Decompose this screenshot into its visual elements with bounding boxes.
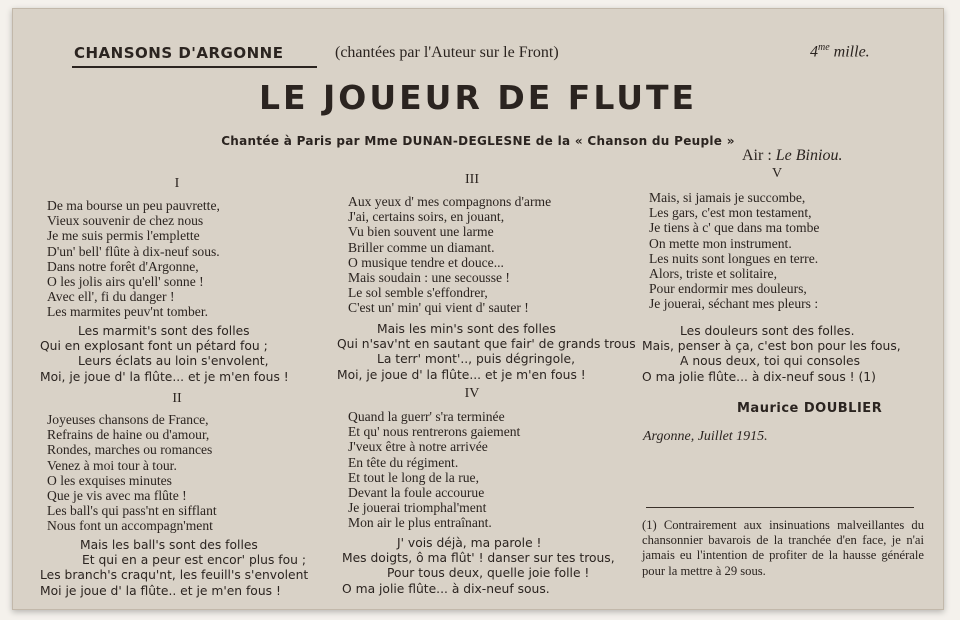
- verse-line: O les jolis airs qu'ell' sonne !: [47, 274, 204, 290]
- verse-line: Je jouerai, séchant mes pleurs :: [649, 296, 819, 312]
- verse-line: Mais, si jamais je succombe,: [649, 190, 806, 205]
- song-title: LE JOUEUR DE FLUTE: [258, 78, 698, 117]
- series-underline: [72, 66, 317, 68]
- air-line: [742, 147, 842, 165]
- verse-line: Rondes, marches ou romances: [47, 442, 213, 458]
- stanza-verse: [348, 409, 520, 531]
- chorus-line: Les branch's craqu'nt, les feuill's s'envolent: [40, 568, 309, 583]
- verse-line: J'veux être à notre arrivée: [348, 439, 488, 455]
- chorus-line: Moi je joue d' la flûte.. et je m'en fous !: [40, 583, 281, 598]
- chorus-line: Les douleurs sont des folles.: [680, 324, 855, 338]
- chorus-line: Qui en explosant font un pétard fou ;: [40, 339, 268, 354]
- stanza-number: I: [174, 176, 180, 191]
- verse-line: Et tout le long de la rue,: [348, 469, 479, 485]
- verse-line: Vieux souvenir de chez nous: [47, 213, 204, 229]
- verse-line: Les nuits sont longues en terre.: [649, 250, 819, 266]
- verse-line: O musique tendre et douce...: [348, 254, 504, 270]
- footnote-rule: [646, 507, 914, 508]
- verse-line: D'un' bell' flûte à dix-neuf sous.: [47, 243, 220, 259]
- verse-line: Briller comme un diamant.: [348, 239, 495, 255]
- verse-line: Et qu' nous rentrerons gaiement: [348, 424, 521, 440]
- series-subtitle: (chantées par l'Auteur sur le Front): [335, 44, 559, 61]
- print-run-word: mille.: [829, 43, 870, 61]
- stanza-number: II: [172, 391, 182, 406]
- verse-line: En tête du régiment.: [348, 454, 459, 470]
- stanza-verse: [649, 190, 819, 312]
- verse-line: C'est un' min' qui vient d' sauter !: [348, 300, 529, 316]
- verse-line: Pour endormir mes douleurs,: [649, 281, 807, 297]
- verse-line: Je me suis permis l'emplette: [47, 228, 200, 244]
- chorus-line: A nous deux, toi qui consoles: [680, 354, 860, 369]
- verse-line: J'ai, certains soirs, en jouant,: [348, 209, 505, 225]
- chorus-line: O ma jolie flûte... à dix-neuf sous ! (1): [642, 369, 876, 384]
- chorus-line: Mes doigts, ô ma flût' ! danser sur tes trous,: [342, 551, 615, 566]
- verse-line: Dans notre forêt d'Argonne,: [47, 258, 199, 274]
- print-run: [810, 42, 870, 61]
- chorus-line: Moi, je joue d' la flûte... et je m'en fous !: [40, 369, 289, 384]
- chorus-line: Pour tous deux, quelle joie folle !: [387, 566, 590, 581]
- verse-line: Les gars, c'est mon testament,: [649, 205, 812, 221]
- stanza-chorus: [337, 322, 636, 383]
- stanza-verse: [47, 198, 220, 320]
- stanza-chorus: [642, 324, 901, 385]
- place-date: Argonne, Juillet 1915.: [643, 429, 768, 444]
- verse-line: Alors, triste et solitaire,: [649, 266, 777, 282]
- verse-line: De ma bourse un peu pauvrette,: [47, 198, 220, 213]
- stanza-number: III: [465, 172, 479, 187]
- chorus-line: J' vois déjà, ma parole !: [397, 536, 542, 550]
- author-name: Maurice DOUBLIER: [737, 401, 883, 416]
- print-run-superscript: me: [818, 42, 830, 53]
- chorus-line: Moi, je joue d' la flûte... et je m'en fous !: [337, 367, 586, 382]
- air-label: Air :: [742, 147, 776, 164]
- stanza-verse: [47, 412, 217, 534]
- verse-line: Quand la guerr' s'ra terminée: [348, 409, 505, 424]
- verse-line: Les marmites peuv'nt tomber.: [47, 304, 209, 320]
- verse-line: Aux yeux d' mes compagnons d'arme: [348, 194, 552, 209]
- verse-line: Le sol semble s'effondrer,: [348, 285, 488, 301]
- chorus-line: La terr' mont'.., puis dégringole,: [377, 352, 575, 367]
- verse-line: Avec ell', fi du danger !: [47, 289, 175, 305]
- chorus-line: Les marmit's sont des folles: [78, 324, 250, 338]
- series-title: CHANSONS D'ARGONNE: [74, 44, 284, 62]
- chorus-line: Et qui en a peur est encor' plus fou ;: [82, 553, 306, 568]
- verse-line: Devant la foule accourue: [348, 485, 485, 501]
- footnote: (1) Contrairement aux insinuations malveillantes du chansonnier bavarois de la tranchée d'en face, je n'ai jamais eu l'intention de profiter de la hausse générale pour la mettre à 29 sous.: [642, 518, 924, 578]
- verse-line: Mon air le plus entraînant.: [348, 515, 492, 531]
- verse-line: Les ball's qui pass'nt en sifflant: [47, 503, 217, 519]
- print-run-number: 4: [810, 43, 818, 61]
- stanza-number: V: [771, 166, 783, 181]
- verse-line: Nous font un accompagn'ment: [47, 518, 213, 534]
- verse-line: Je jouerai triomphal'ment: [348, 500, 487, 516]
- chorus-line: Qui n'sav'nt en sautant que fair' de grands trous: [337, 337, 636, 352]
- chorus-line: O ma jolie flûte... à dix-neuf sous.: [342, 581, 550, 596]
- stanza-verse: [348, 194, 551, 316]
- verse-line: Je tiens à c' que dans ma tombe: [649, 220, 820, 236]
- stanza-number: IV: [464, 386, 480, 401]
- verse-line: Vu bien souvent une larme: [348, 224, 494, 240]
- song-sheet-card: [12, 8, 944, 610]
- verse-line: Que je vis avec ma flûte !: [47, 488, 187, 504]
- verse-line: On mette mon instrument.: [649, 235, 792, 251]
- stanza-chorus: [40, 324, 289, 385]
- verse-line: O les exquises minutes: [47, 472, 172, 488]
- stanza-chorus: [40, 538, 308, 599]
- verse-line: Joyeuses chansons de France,: [47, 412, 209, 427]
- chorus-line: Mais les ball's sont des folles: [80, 538, 258, 552]
- air-tune: Le Biniou.: [775, 147, 843, 164]
- chorus-line: Mais, penser à ça, c'est bon pour les fous,: [642, 339, 901, 354]
- verse-line: Mais soudain : une secousse !: [348, 270, 510, 286]
- performer-line: Chantée à Paris par Mme DUNAN-DEGLESNE de la « Chanson du Peuple »: [221, 134, 735, 148]
- verse-line: Venez à moi tour à tour.: [47, 457, 177, 473]
- verse-line: Refrains de haine ou d'amour,: [47, 427, 210, 443]
- chorus-line: Leurs éclats au loin s'envolent,: [78, 354, 269, 369]
- chorus-line: Mais les min's sont des folles: [377, 322, 556, 336]
- stanza-chorus: [342, 536, 615, 597]
